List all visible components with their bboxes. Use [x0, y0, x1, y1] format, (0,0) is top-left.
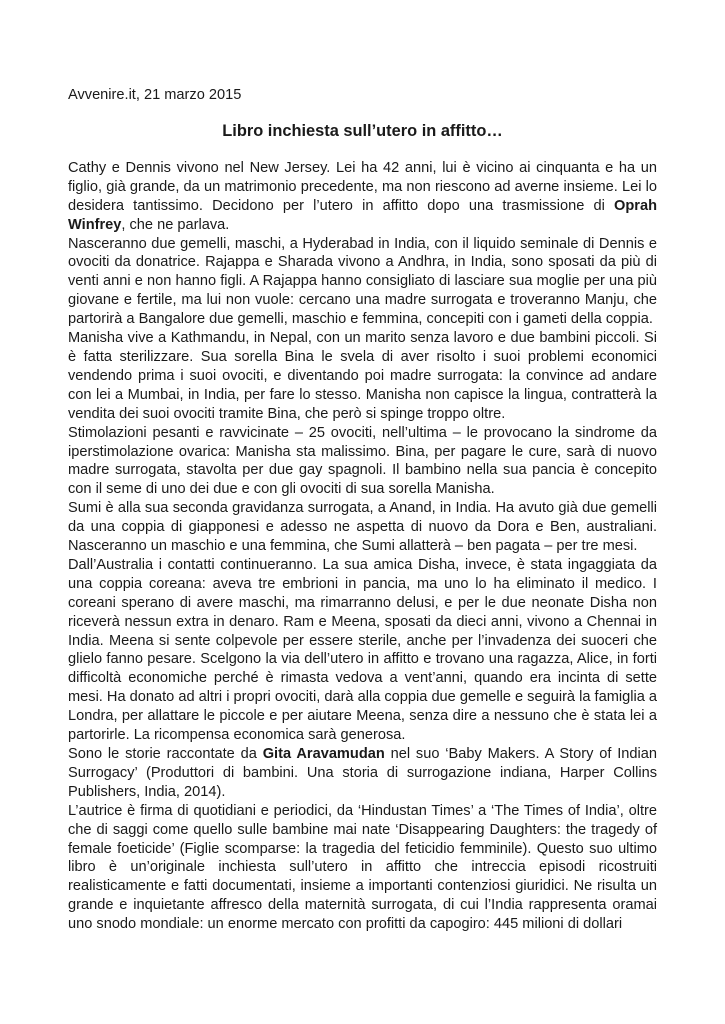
paragraph-7-bold-name: Gita Aravamudan — [262, 746, 385, 762]
paragraph-5: Sumi è alla sua seconda gravidanza surrogata, a Anand, in India. Ha avuto già due gemelli da una coppia di giapponesi e adesso ne aspetta di nuovo da Dora e Ben, australiani. Nasceranno un maschio e una femmina, che Sumi allatterà – ben pagata – per tre mesi. — [68, 500, 657, 555]
paragraph-1 — [68, 159, 657, 235]
paragraph-8: L’autrice è firma di quotidiani e periodici, da ‘Hindustan Times’ a ‘The Times of India’, oltre che di saggi come quello sulle bambine mai nate ‘Disappearing Daughters: the tragedy of female foeticide’ (Figlie scomparse: la tragedia del feticidio femminile). Questo suo ultimo libro è un’originale inchiesta sull’utero in affitto che intreccia episodi ricostruiti realisticamente e fatti documentati, insieme a importanti contenziosi giuridici. Ne risulta un grande e inquietante affresco della maternità surrogata, di cui l’India rappresenta oramai uno snodo mondiale: un enorme mercato con profitti da capogiro: 445 milioni di dollari — [68, 802, 657, 933]
article-title: Libro inchiesta sull’utero in affitto… — [222, 121, 503, 140]
paragraph-7 — [68, 745, 657, 802]
source-line: Avvenire.it, 21 marzo 2015 — [68, 87, 242, 103]
paragraph-2: Nasceranno due gemelli, maschi, a Hyderabad in India, con il liquido seminale di Dennis e ovociti da donatrice. Rajappa e Sharada vivono a Andhra, in India, sono sposati da più di venti anni e non hanno figli. A Rajappa hanno consigliato di lasciare sua moglie per una più giovane e fertile, ma lui non vuole: cercano una madre surrogata e troveranno Manju, che partorirà a Bangalore due gemelli, maschio e femmina, concepiti con i gameti della coppia. — [68, 235, 657, 328]
paragraph-6: Dall’Australia i contatti continueranno. La sua amica Disha, invece, è stata ingaggiata da una coppia coreana: aveva tre embrioni in pancia, ma uno lo ha eliminato il medico. I coreani sperano di avere maschi, ma rimarranno delusi, e per le due neonate Disha non riceverà nessun extra in denaro. Ram e Meena, sposati da dieci anni, vivono a Chennai in India. Meena si sente colpevole per essere sterile, anche per l’invadenza dei suoceri che glielo fanno pesare. Scelgono la via dell’utero in affitto e trovano una ragazza, Alice, in forti difficoltà economiche perché è rimasta vedova a vent’anni, quando era incinta di sette mesi. Ha donato ad altri i propri ovociti, darà alla coppia due gemelle e seguirà la famiglia a Londra, per allattare le piccole e per aiutare Meena, senza dire a nessuno che è stata lei a partorirle. La ricompensa economica sarà generosa. — [68, 556, 657, 744]
paragraph-1-tail: , che ne parlava. — [121, 216, 230, 233]
paragraph-7-tail: nel suo ‘Baby Makers. A Story of Indian Surrogacy’ (Produttori di bambini. Una storia di surrogazione indiana, Harper Collins Publishers, India, 2014). — [68, 746, 657, 800]
paragraph-1-bold-name: Oprah Winfrey — [68, 197, 657, 233]
paragraph-4: Stimolazioni pesanti e ravvicinate – 25 ovociti, nell’ultima – le provocano la sindrome da iperstimolazione ovarica: Manisha sta malissimo. Bina, per pagare le cure, sarà di nuovo madre surrogata, stavolta per due gay spagnoli. Il bambino nella sua pancia è concepito con il seme di uno dei due e con gli ovociti di sua sorella Manisha. — [68, 424, 657, 498]
paragraph-3: Manisha vive a Kathmandu, in Nepal, con un marito senza lavoro e due bambini piccoli. Si è fatta sterilizzare. Sua sorella Bina le svela di aver risolto i suoi problemi economici vendendo prima i suoi ovociti, e diventando poi madre surrogata: la convince ad andare con lei a Mumbai, in India, per fare lo stesso. Manisha non capisce la lingua, contratterà la vendita dei suoi ovociti tramite Bina, che però si spinge troppo oltre. — [68, 330, 657, 422]
paragraph-1-text: Cathy e Dennis vivono nel New Jersey. Lei ha 42 anni, lui è vicino ai cinquanta e ha un figlio, già grande, da un matrimonio precedente, ma non riescono ad averne insieme. Lei lo desidera tantissimo. Decidono per l’utero in affitto dopo una trasmissione di — [68, 159, 657, 214]
paragraph-7-text: Sono le storie raccontate da — [68, 746, 263, 762]
document-page — [68, 86, 657, 934]
